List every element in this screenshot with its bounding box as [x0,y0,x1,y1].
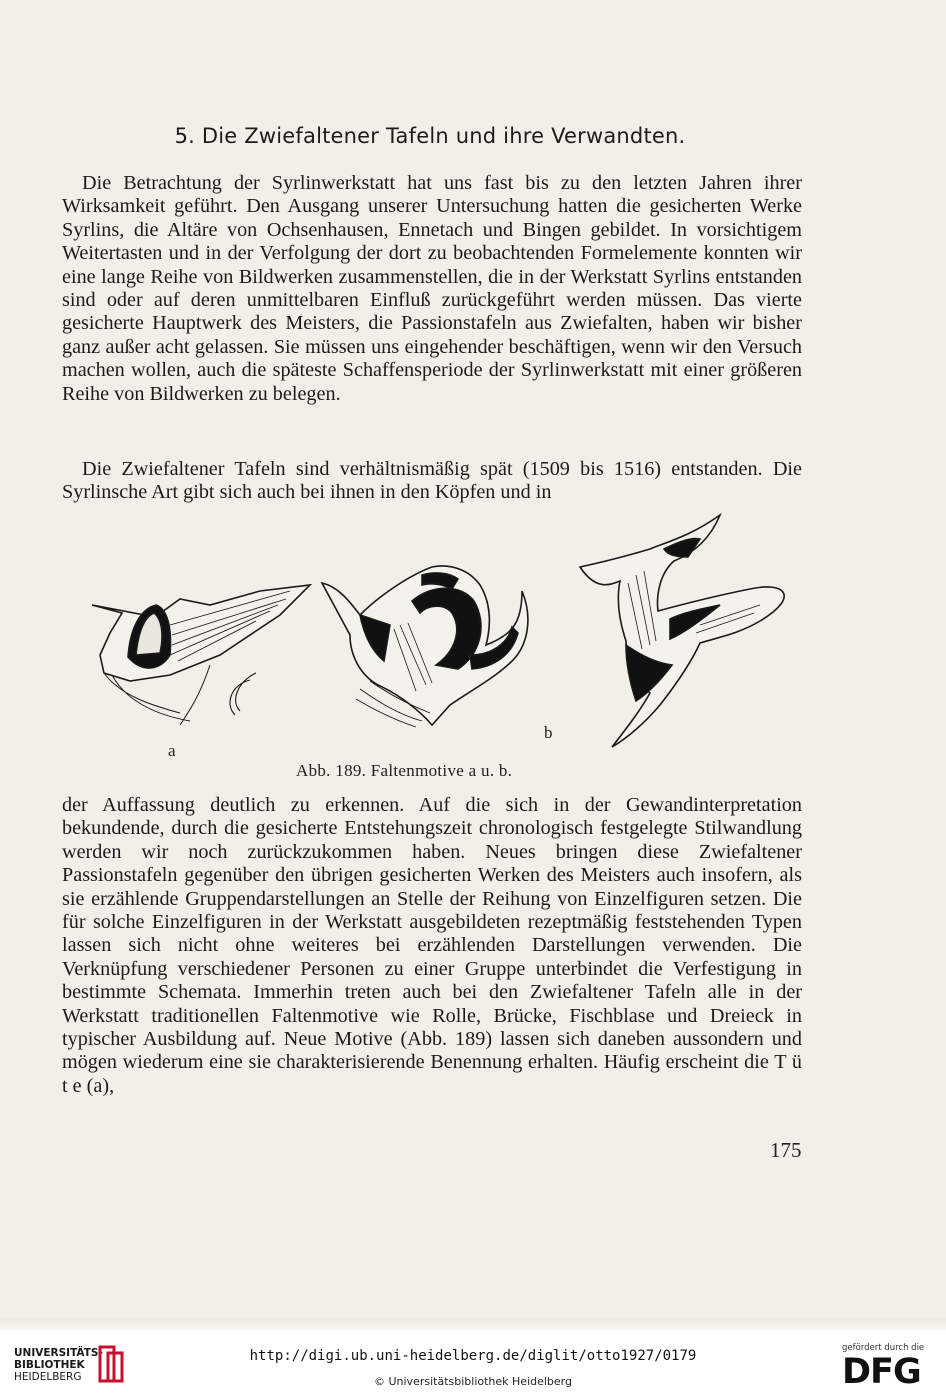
page-number: 175 [770,1138,802,1162]
library-line-3: HEIDELBERG [14,1371,82,1383]
fold-motif-b2-drawing [580,515,784,747]
dfg-logo: DFG [842,1352,921,1392]
figure-label-b: b [544,723,553,742]
paragraph-2: Die Zwiefaltener Tafeln sind verhältnismäßig spät (1509 bis 1516) entstanden. Die Syrlinsche Art gibt sich auch bei ihnen in den Köpfen und in [62,458,802,504]
funding-label: gefördert durch die [842,1343,925,1353]
fold-motif-b1-drawing [322,566,528,727]
copyright-notice: © Universitätsbibliothek Heidelberg [373,1375,572,1388]
paragraph-1: Die Betrachtung der Syrlinwerkstatt hat uns fast bis zu den letzten Jahren ihrer Wirksamkeit geführt. Den Ausgang unserer Untersuchung hatten die gesicherten Werke Syrlins, die Altäre von Ochsenhausen, Ennetach und Bingen gebildet. In vorsichtigem Weitertasten und in der Verfolgung der dort zu beobachtenden Formelemente konnten wir eine lange Reihe von Bildwerken zusammenstellen, die in der Werkstatt Syrlins entstanden sind oder auf deren unmittelbaren Einfluß zurückgeführt werden müssen. Das vierte gesicherte Hauptwerk des Meisters, die Passionstafeln aus Zwiefalten, haben wir bisher ganz außer acht gelassen. Sie müssen uns eingehender beschäftigen, wenn wir den Versuch machen wollen, auch die späteste Schaffensperiode der Syrlinwerkstatt mit einer größeren Reihe von Bildwerken zu belegen. [62,172,802,405]
figure-caption: Abb. 189. Faltenmotive a u. b. [296,761,513,780]
paragraph-3: der Auffassung deutlich zu erkennen. Auf die sich in der Gewandinterpretation bekundende, durch die gesicherte Entstehungszeit chronologisch festgelegte Stilwandlung werden wir noch zurückzukommen haben. Neues bringen diese Zwiefaltener Passionstafeln gegenüber den übrigen gesicherten Werken des Meisters auch insofern, als sie erzählende Gruppendarstellungen an Stelle der Reihung von Einzelfiguren setzen. Die für solche Einzelfiguren in der Werkstatt ausgebildeten rezeptmäßig feststehenden Typen lassen sich nicht ohne weiteres bei erzählenden Darstellungen verwenden. Die Verknüpfung verschiedener Personen zu einer Gruppe unterbindet die Verfestigung in bestimmte Schemata. Immerhin treten auch bei den Zwiefaltener Tafeln alle in der Werkstatt traditionellen Faltenmotive wie Rolle, Brücke, Fischblase und Dreieck in typischer Ausbildung auf. Neue Motive (Abb. 189) lassen sich daneben aussondern und mögen wiederum eine sie charakterisierende Benennung erhalten. Häufig erscheint die T ü t e (a), [62,794,802,1097]
library-line-2: BIBLIOTHEK [14,1359,85,1371]
figure-label-a: a [168,741,176,760]
pencil-margin-note: ​ [840,1032,844,1058]
figure-fold-motifs [60,505,810,785]
footer-bar [0,1330,946,1399]
page-edge [0,1318,946,1330]
fold-motif-drawings [60,505,810,765]
library-line-1: UNIVERSITÄTS- [14,1347,103,1359]
fold-motif-a-drawing [92,585,310,725]
permalink-url[interactable]: http://digi.ub.uni-heidelberg.de/diglit/otto1927/0179 [249,1348,697,1364]
chapter-title: 5. Die Zwiefaltener Tafeln und ihre Verwandten. [174,124,686,148]
